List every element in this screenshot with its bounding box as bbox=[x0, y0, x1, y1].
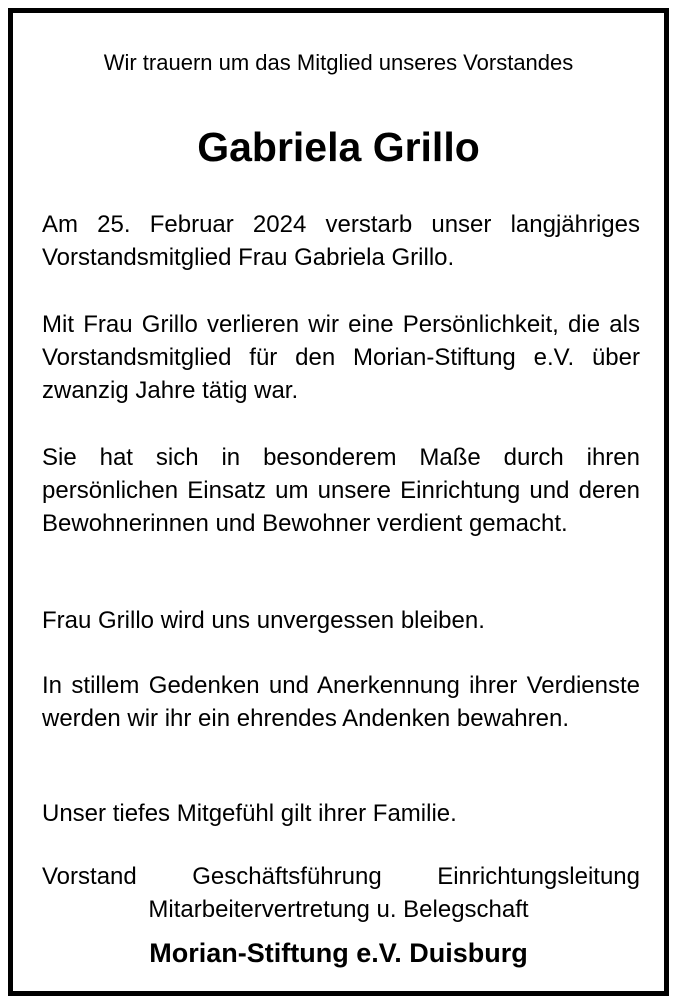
paragraph-commemoration: In stillem Gedenken und Anerkennung ihrer Verdienste werden wir ihr ein ehrendes Andenken bewahren. bbox=[42, 672, 640, 732]
organization-name: Morian-Stiftung e.V. Duisburg bbox=[149, 938, 528, 968]
obituary-notice bbox=[8, 8, 669, 996]
paragraph-remembrance: Frau Grillo wird uns unvergessen bleiben. bbox=[42, 607, 485, 634]
paragraph-merits: Sie hat sich in besonderem Maße durch ihren persönlichen Einsatz um unsere Einrichtung und deren Bewohnerinnen und Bewohner verdient gemacht. bbox=[42, 444, 640, 537]
paragraph-condolence: Unser tiefes Mitgefühl gilt ihrer Familie. bbox=[42, 800, 457, 827]
paragraph-personality: Mit Frau Grillo verlieren wir eine Persönlichkeit, die als Vorstandsmitglied für den Morian-Stiftung e.V. über zwanzig Jahre tätig war. bbox=[42, 311, 640, 404]
signatories-line-2: Mitarbeitervertretung u. Belegschaft bbox=[148, 896, 529, 923]
deceased-name: Gabriela Grillo bbox=[197, 124, 480, 170]
signatory-board: Vorstand bbox=[42, 863, 137, 890]
signatories-line-1 bbox=[42, 860, 640, 893]
signatory-facility-management: Einrichtungsleitung bbox=[437, 863, 640, 890]
intro-line: Wir trauern um das Mitglied unseres Vorstandes bbox=[103, 50, 574, 75]
paragraph-death-announcement: Am 25. Februar 2024 verstarb unser langjähriges Vorstandsmitglied Frau Gabriela Grillo. bbox=[42, 211, 640, 271]
signatory-management: Geschäftsführung bbox=[192, 863, 382, 890]
